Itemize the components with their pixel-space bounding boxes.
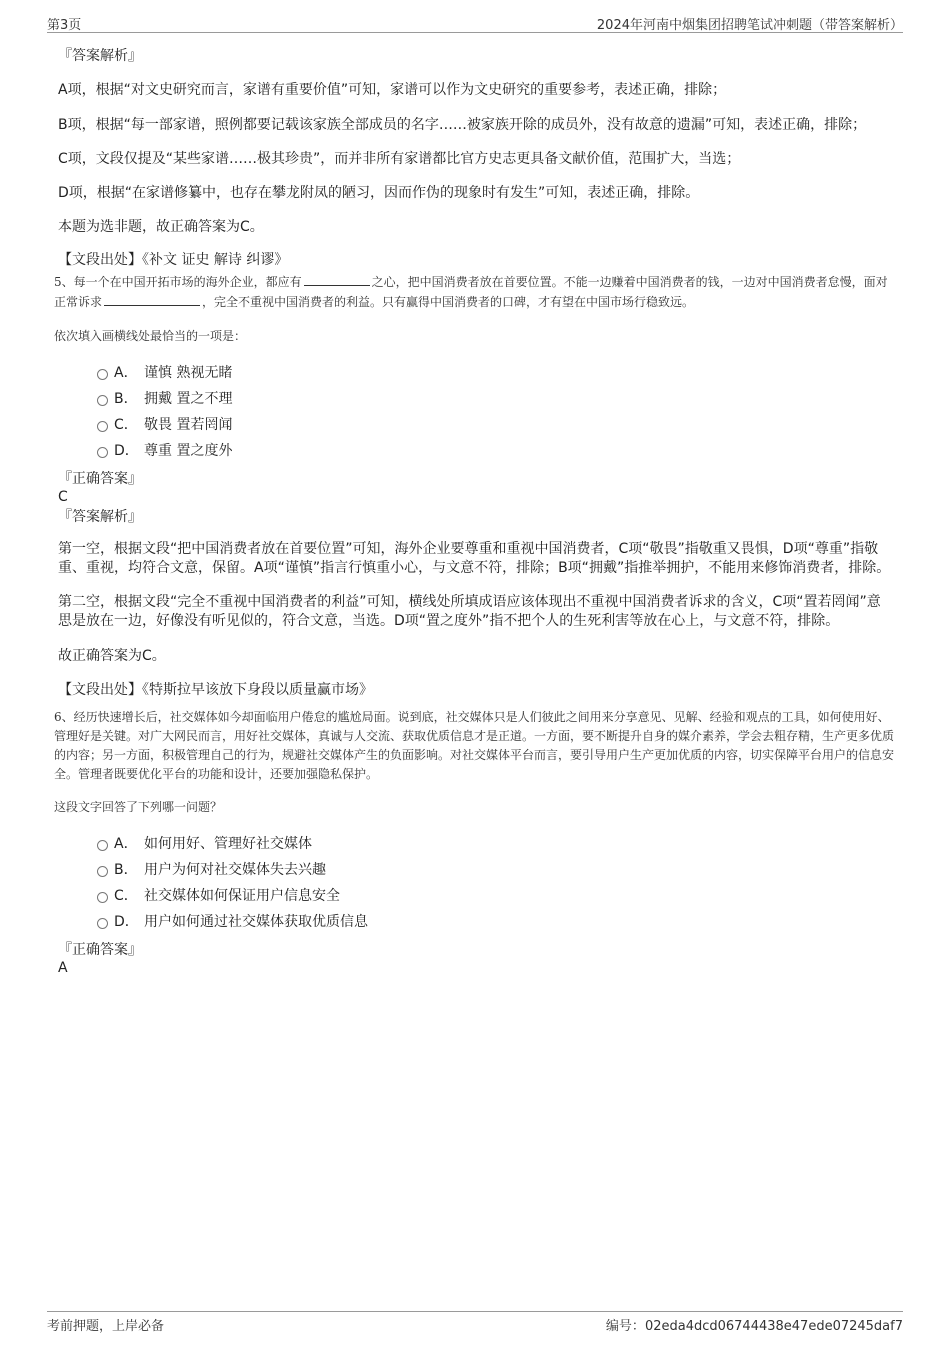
q5-answer: C: [58, 489, 68, 505]
radio-icon[interactable]: [97, 840, 108, 851]
q4-conclusion: 本题为选非题，故正确答案为C。: [58, 219, 264, 235]
radio-icon[interactable]: [97, 447, 108, 458]
q5-blank-2: [104, 292, 200, 306]
q6-answer-label: 『正确答案』: [58, 942, 142, 958]
radio-icon[interactable]: [97, 369, 108, 380]
q4-analysis-a: A项，根据“对文史研究而言，家谱有重要价值”可知，家谱可以作为文史研究的重要参考，表述正确，排除；: [58, 82, 727, 98]
q5-option-a[interactable]: A． 谨慎 熟视无睹: [54, 360, 894, 386]
q6-option-d[interactable]: D． 用户如何通过社交媒体获取优质信息: [54, 909, 894, 935]
q5-options: [54, 360, 894, 464]
footer-slogan: 考前押题，上岸必备: [47, 1319, 165, 1334]
page-footer: [47, 1311, 903, 1334]
q6-option-c[interactable]: C． 社交媒体如何保证用户信息安全: [54, 883, 894, 909]
q5-analysis-first: 第一空，根据文段“把中国消费者放在首要位置”可知，海外企业要尊重和重视中国消费者，C项“敬畏”指敬重又畏惧，D项“尊重”指敬重、重视，均符合文意，保留。A项“谨慎”指言行慎重小心，与文意不符，排除；B项“拥戴”指推举拥护，不能用来修饰消费者，排除。: [58, 541, 891, 576]
q5-analysis-label: 『答案解析』: [58, 509, 142, 525]
q4-analysis-d: D项，根据“在家谱修纂中，也存在攀龙附凤的陋习，因而作伪的现象时有发生”可知，表述正确，排除。: [58, 185, 700, 201]
document-title: 2024年河南中烟集团招聘笔试冲刺题（带答案解析）: [596, 18, 903, 33]
q6-answer: A: [58, 960, 68, 976]
q5-option-b[interactable]: B． 拥戴 置之不理: [54, 386, 894, 412]
q4-analysis-b: B项，根据“每一部家谱，照例都要记载该家族全部成员的名字……被家族开除的成员外，没有故意的遗漏”可知，表述正确，排除；: [58, 117, 867, 133]
radio-icon[interactable]: [97, 421, 108, 432]
q4-analysis-label: 『答案解析』: [58, 48, 142, 64]
q5-stem: 5、每一个在中国开拓市场的海外企业，都应有 之心，把中国消费者放在首要位置。不能一边赚着中国消费者的钱，一边对中国消费者怠慢，面对正常诉求 ，完全不重视中国消费者的利益。只有赢得中国消费者的口碑，才有望在中国市场行稳致远。: [54, 272, 894, 312]
q6-stem: 6、经历快速增长后，社交媒体如今却面临用户倦怠的尴尬局面。说到底，社交媒体只是人们彼此之间用来分享意见、见解、经验和观点的工具，如何使用好、管理好是关键。对广大网民而言，用好社交媒体，真诚与人交流、获取优质信息才是正道。一方面，要不断提升自身的媒介素养，学会去粗存精，生产更多优质的内容；另一方面，积极管理自己的行为，规避社交媒体产生的负面影响。对社交媒体平台而言，要引导用户生产更加优质的内容，切实保障平台用户的信息安全。管理者既要优化平台的功能和设计，还要加强隐私保护。: [54, 710, 895, 781]
document-code: 编号：02eda4dcd06744438e47ede07245daf7: [605, 1319, 903, 1334]
q5-answer-label: 『正确答案』: [58, 471, 142, 487]
radio-icon[interactable]: [97, 918, 108, 929]
q5-blank-1: [304, 272, 370, 286]
q5-option-c[interactable]: C． 敬畏 置若罔闻: [54, 412, 894, 438]
q5-analysis-second: 第二空，根据文段“完全不重视中国消费者的利益”可知，横线处所填成语应该体现出不重视中国消费者诉求的含义，C项“置若罔闻”意思是放在一边，好像没有听见似的，符合文意，当选。D项“置之度外”指不把个人的生死利害等放在心上，与文意不符，排除。: [58, 594, 881, 629]
q5-option-d[interactable]: D． 尊重 置之度外: [54, 438, 894, 464]
q5-source: 【文段出处】《特斯拉早该放下身段以质量赢市场》: [58, 682, 373, 698]
radio-icon[interactable]: [97, 892, 108, 903]
q4-source: 【文段出处】《补文 证史 解诗 纠谬》: [58, 252, 289, 268]
q5-conclusion: 故正确答案为C。: [58, 648, 166, 664]
page-content: [54, 44, 894, 977]
radio-icon[interactable]: [97, 395, 108, 406]
page-number: 第3页: [47, 18, 82, 33]
q6-option-b[interactable]: B． 用户为何对社交媒体失去兴趣: [54, 857, 894, 883]
q6-option-a[interactable]: A． 如何用好、管理好社交媒体: [54, 831, 894, 857]
q6-options: [54, 831, 894, 935]
radio-icon[interactable]: [97, 866, 108, 877]
q6-prompt: 这段文字回答了下列哪一问题？: [54, 800, 223, 814]
page-header: [47, 14, 903, 33]
q4-analysis-c: C项，文段仅提及“某些家谱……极其珍贵”，而并非所有家谱都比官方史志更具备文献价值，范围扩大，当选；: [58, 151, 741, 167]
q5-prompt: 依次填入画横线处最恰当的一项是：: [54, 329, 247, 343]
